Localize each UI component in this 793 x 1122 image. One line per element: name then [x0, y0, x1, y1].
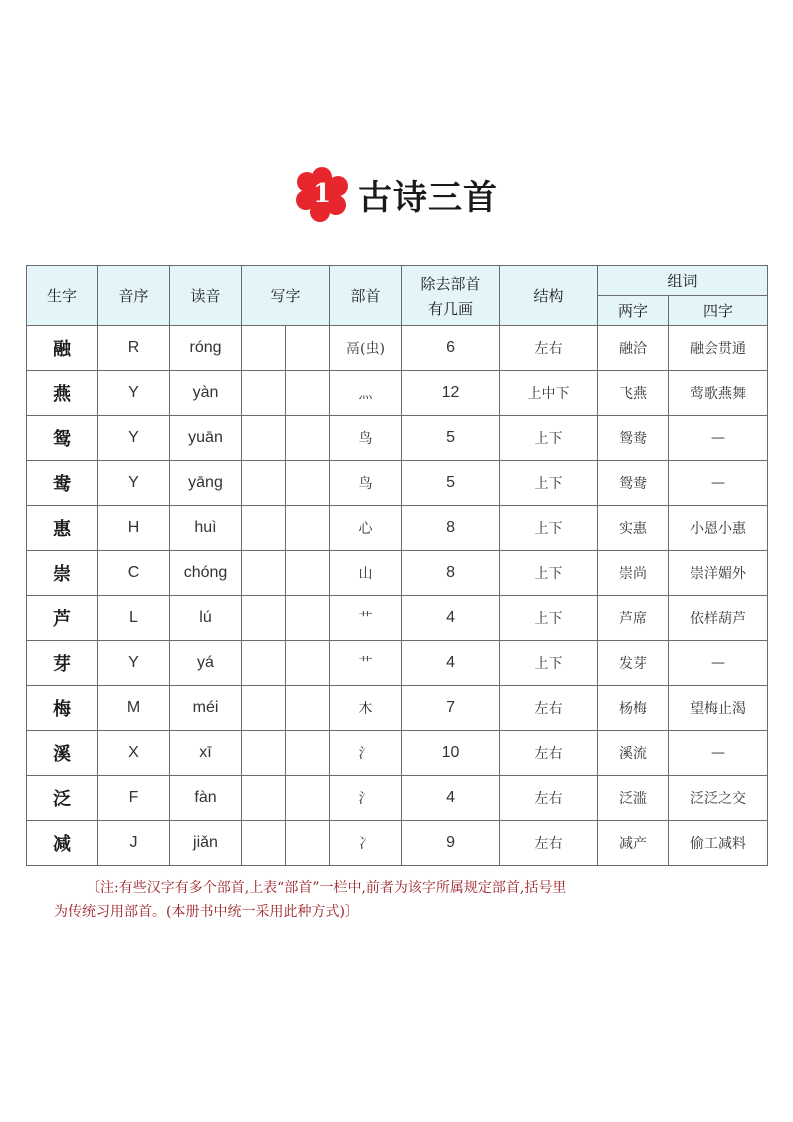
cell-char: 融 [27, 326, 98, 371]
header-write: 写字 [242, 266, 330, 326]
footnote [54, 876, 766, 924]
cell-char: 芽 [27, 641, 98, 686]
cell-two-char-word: 鸳鸯 [598, 461, 669, 506]
cell-four-char-word: — [669, 461, 768, 506]
footnote-line1: 〔注:有些汉字有多个部首,上表“部首”一栏中,前者为该字所属规定部首,括号里 [86, 880, 567, 896]
cell-char: 减 [27, 821, 98, 866]
cell-strokes: 8 [402, 551, 500, 596]
cell-radical: 鸟 [330, 416, 402, 461]
cell-structure: 上下 [500, 461, 598, 506]
cell-four-char-word: 泛泛之交 [669, 776, 768, 821]
cell-radical: 鬲(虫) [330, 326, 402, 371]
cell-order: X [98, 731, 170, 776]
cell-char: 芦 [27, 596, 98, 641]
lesson-number-badge [294, 166, 350, 222]
header-structure: 结构 [500, 266, 598, 326]
cell-four-char-word: 依样葫芦 [669, 596, 768, 641]
table-row [27, 731, 768, 776]
cell-write-box[interactable] [242, 551, 286, 596]
cell-char: 惠 [27, 506, 98, 551]
cell-char: 崇 [27, 551, 98, 596]
cell-structure: 上下 [500, 506, 598, 551]
cell-char: 燕 [27, 371, 98, 416]
cell-strokes: 4 [402, 641, 500, 686]
cell-two-char-word: 溪流 [598, 731, 669, 776]
table-row [27, 776, 768, 821]
cell-pinyin: chóng [170, 551, 242, 596]
cell-order: Y [98, 371, 170, 416]
cell-strokes: 5 [402, 416, 500, 461]
header-char: 生字 [27, 266, 98, 326]
cell-structure: 上下 [500, 596, 598, 641]
cell-structure: 左右 [500, 776, 598, 821]
table-row [27, 821, 768, 866]
table-row [27, 686, 768, 731]
cell-order: J [98, 821, 170, 866]
cell-radical: 艹 [330, 641, 402, 686]
cell-strokes: 6 [402, 326, 500, 371]
cell-structure: 左右 [500, 326, 598, 371]
header-pinyin: 读音 [170, 266, 242, 326]
table-row [27, 596, 768, 641]
cell-four-char-word: 融会贯通 [669, 326, 768, 371]
character-table [26, 265, 768, 866]
cell-two-char-word: 泛滥 [598, 776, 669, 821]
cell-write-box[interactable] [242, 731, 286, 776]
cell-write-box[interactable] [286, 371, 330, 416]
cell-structure: 上中下 [500, 371, 598, 416]
cell-two-char-word: 芦席 [598, 596, 669, 641]
cell-write-box[interactable] [286, 551, 330, 596]
cell-pinyin: yá [170, 641, 242, 686]
cell-four-char-word: — [669, 731, 768, 776]
cell-write-box[interactable] [242, 461, 286, 506]
cell-pinyin: lú [170, 596, 242, 641]
table-row [27, 506, 768, 551]
cell-write-box[interactable] [286, 461, 330, 506]
header-strokes-line2: 有几画 [428, 299, 474, 318]
cell-write-box[interactable] [242, 326, 286, 371]
cell-pinyin: yuān [170, 416, 242, 461]
header-two-char: 两字 [598, 296, 669, 326]
cell-four-char-word: — [669, 416, 768, 461]
cell-write-box[interactable] [286, 731, 330, 776]
cell-pinyin: huì [170, 506, 242, 551]
header-strokes [402, 266, 500, 326]
cell-char: 鸳 [27, 416, 98, 461]
cell-write-box[interactable] [286, 821, 330, 866]
cell-two-char-word: 杨梅 [598, 686, 669, 731]
cell-strokes: 4 [402, 776, 500, 821]
cell-order: R [98, 326, 170, 371]
cell-two-char-word: 崇尚 [598, 551, 669, 596]
cell-char: 鸯 [27, 461, 98, 506]
cell-radical: 灬 [330, 371, 402, 416]
cell-write-box[interactable] [286, 776, 330, 821]
cell-order: Y [98, 641, 170, 686]
cell-two-char-word: 减产 [598, 821, 669, 866]
cell-write-box[interactable] [286, 641, 330, 686]
cell-order: Y [98, 461, 170, 506]
cell-char: 溪 [27, 731, 98, 776]
cell-write-box[interactable] [242, 596, 286, 641]
cell-radical: 心 [330, 506, 402, 551]
cell-strokes: 9 [402, 821, 500, 866]
cell-structure: 上下 [500, 416, 598, 461]
cell-write-box[interactable] [242, 686, 286, 731]
table-row [27, 551, 768, 596]
cell-four-char-word: 偷工减料 [669, 821, 768, 866]
table-row [27, 326, 768, 371]
cell-two-char-word: 融洽 [598, 326, 669, 371]
cell-write-box[interactable] [242, 371, 286, 416]
cell-structure: 左右 [500, 821, 598, 866]
cell-write-box[interactable] [286, 686, 330, 731]
cell-structure: 左右 [500, 731, 598, 776]
cell-order: H [98, 506, 170, 551]
cell-write-box[interactable] [286, 416, 330, 461]
cell-write-box[interactable] [242, 776, 286, 821]
cell-radical: 艹 [330, 596, 402, 641]
cell-strokes: 7 [402, 686, 500, 731]
header-words: 组词 [598, 266, 768, 296]
header-four-char: 四字 [669, 296, 768, 326]
cell-char: 泛 [27, 776, 98, 821]
cell-radical: 木 [330, 686, 402, 731]
cell-order: C [98, 551, 170, 596]
cell-strokes: 10 [402, 731, 500, 776]
cell-write-box[interactable] [286, 326, 330, 371]
cell-two-char-word: 发芽 [598, 641, 669, 686]
table-row [27, 416, 768, 461]
cell-four-char-word: 莺歌燕舞 [669, 371, 768, 416]
cell-pinyin: xī [170, 731, 242, 776]
cell-radical: 冫 [330, 821, 402, 866]
table-row [27, 371, 768, 416]
cell-write-box[interactable] [242, 506, 286, 551]
cell-write-box[interactable] [286, 596, 330, 641]
cell-order: F [98, 776, 170, 821]
header-strokes-line1: 除去部首 [420, 274, 481, 293]
cell-structure: 左右 [500, 686, 598, 731]
cell-two-char-word: 飞燕 [598, 371, 669, 416]
cell-write-box[interactable] [286, 506, 330, 551]
cell-four-char-word: 小恩小惠 [669, 506, 768, 551]
cell-order: L [98, 596, 170, 641]
footnote-line2: 为传统习用部首。(本册书中统一采用此种方式)〕 [54, 904, 359, 920]
cell-radical: 氵 [330, 776, 402, 821]
cell-pinyin: yàn [170, 371, 242, 416]
lesson-number: 1 [312, 179, 332, 209]
cell-strokes: 4 [402, 596, 500, 641]
cell-order: Y [98, 416, 170, 461]
cell-strokes: 12 [402, 371, 500, 416]
cell-radical: 鸟 [330, 461, 402, 506]
cell-four-char-word: 崇洋媚外 [669, 551, 768, 596]
cell-four-char-word: — [669, 641, 768, 686]
cell-write-box[interactable] [242, 821, 286, 866]
cell-structure: 上下 [500, 551, 598, 596]
cell-pinyin: jiǎn [170, 821, 242, 866]
cell-two-char-word: 鸳鸯 [598, 416, 669, 461]
cell-pinyin: fàn [170, 776, 242, 821]
cell-pinyin: yāng [170, 461, 242, 506]
page-title: 古诗三首 [358, 177, 498, 218]
cell-order: M [98, 686, 170, 731]
lesson-title [294, 166, 498, 222]
cell-strokes: 8 [402, 506, 500, 551]
cell-two-char-word: 实惠 [598, 506, 669, 551]
cell-four-char-word: 望梅止渴 [669, 686, 768, 731]
cell-strokes: 5 [402, 461, 500, 506]
cell-pinyin: méi [170, 686, 242, 731]
cell-radical: 氵 [330, 731, 402, 776]
table-row [27, 461, 768, 506]
header-radical: 部首 [330, 266, 402, 326]
cell-write-box[interactable] [242, 416, 286, 461]
header-order: 音序 [98, 266, 170, 326]
cell-write-box[interactable] [242, 641, 286, 686]
cell-structure: 上下 [500, 641, 598, 686]
cell-char: 梅 [27, 686, 98, 731]
table-row [27, 641, 768, 686]
cell-radical: 山 [330, 551, 402, 596]
cell-pinyin: róng [170, 326, 242, 371]
